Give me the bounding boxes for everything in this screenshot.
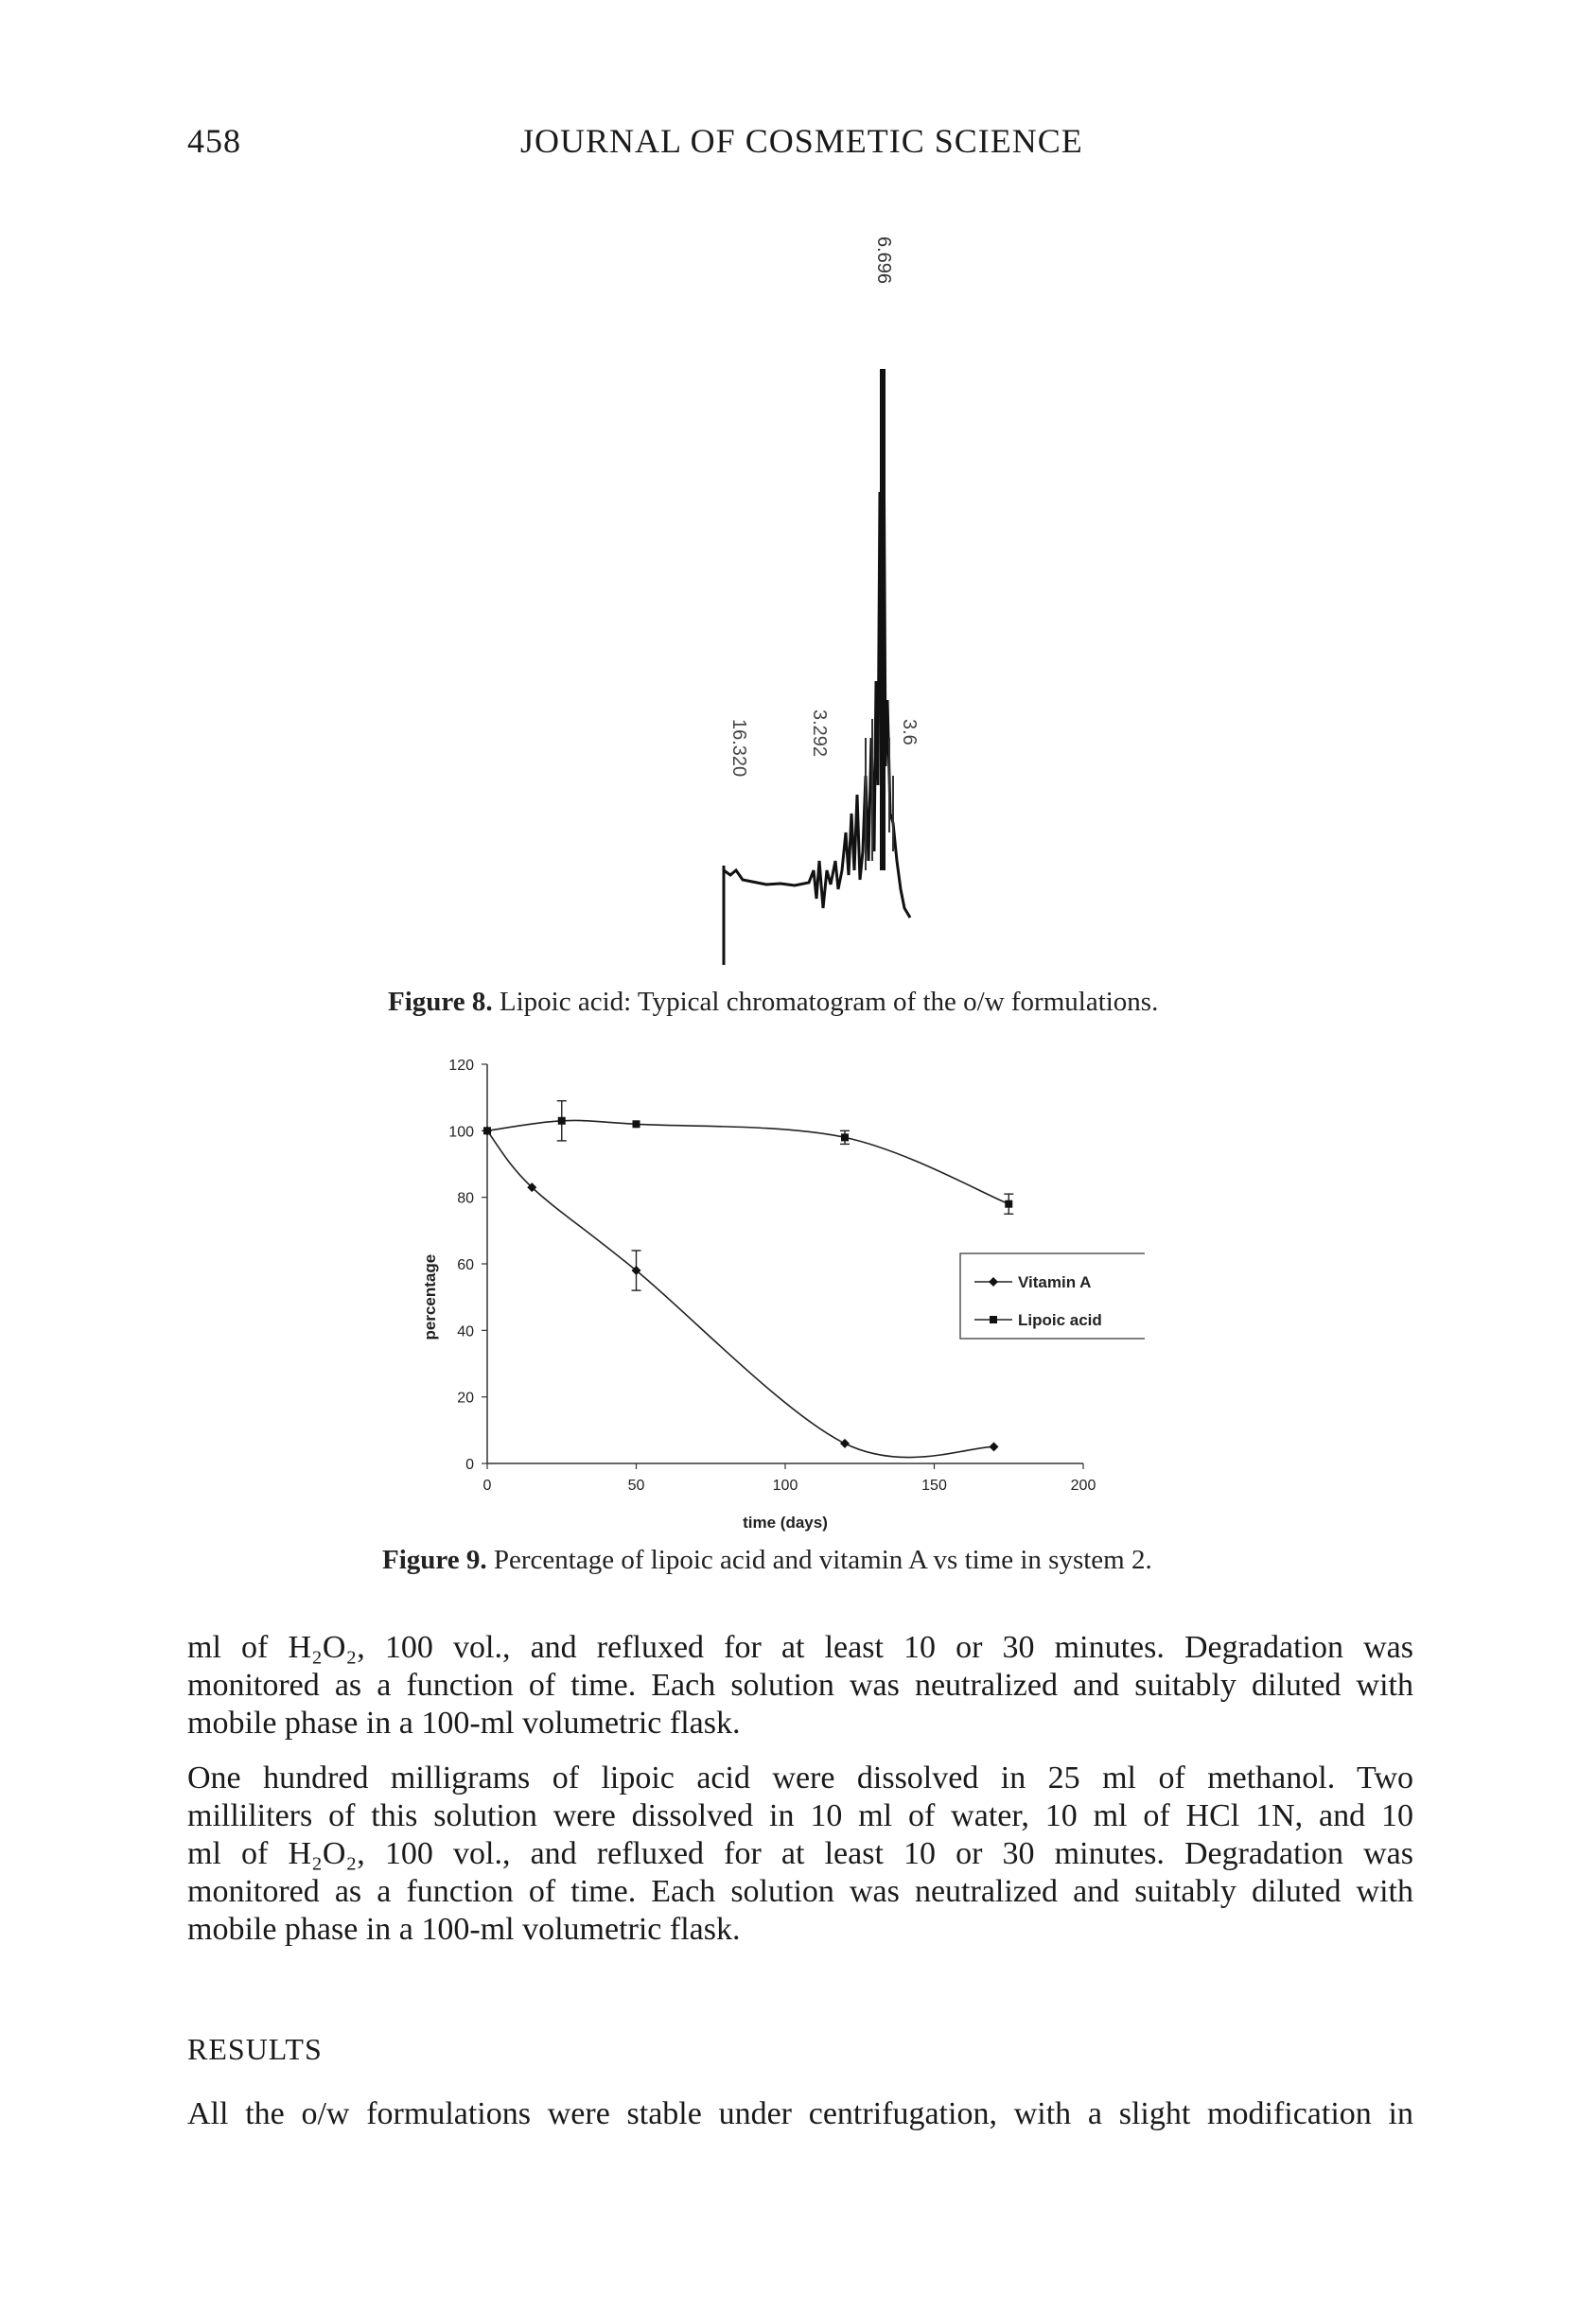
paragraph-line: All the o/w formulations were stable under centrifugation, with a slight modification in	[187, 2096, 1413, 2131]
journal-title: JOURNAL OF COSMETIC SCIENCE	[520, 122, 1083, 160]
data-point-vitamin-a	[990, 1442, 999, 1451]
results-heading: RESULTS	[187, 2032, 323, 2066]
paragraph-line: mobile phase in a 100-ml volumetric flask.	[187, 1912, 741, 1947]
chromatogram-figure	[662, 208, 946, 984]
figure9-caption-label: Figure 9.	[382, 1545, 487, 1575]
paragraph-line: ml of H₂O₂, 100 vol., and refluxed for at least 10 or 30 minutes. Degradation was	[187, 1836, 1413, 1871]
y-tick-label: 100	[448, 1124, 474, 1141]
paragraph-1	[187, 1629, 1413, 1743]
figure8-caption-text: Lipoic acid: Typical chromatogram of the o/w formulations.	[499, 987, 1159, 1017]
y-tick-label: 40	[457, 1323, 474, 1340]
peak-label-1: 16.320	[728, 719, 749, 778]
figure9-caption	[382, 1545, 1152, 1576]
data-point-lipoic-acid	[841, 1133, 849, 1141]
x-tick-label: 0	[482, 1478, 492, 1494]
paragraph-line: One hundred milligrams of lipoic acid were dissolved in 25 ml of methanol. Two	[187, 1760, 1413, 1795]
data-point-lipoic-acid	[1005, 1200, 1012, 1208]
figure9-caption-text: Percentage of lipoic acid and vitamin A vs time in system 2.	[493, 1545, 1152, 1575]
y-tick-label: 20	[457, 1390, 474, 1407]
x-axis-label: time (days)	[743, 1514, 828, 1532]
data-point-lipoic-acid	[483, 1127, 491, 1134]
paragraph-line: ml of H₂O₂, 100 vol., and refluxed for at least 10 or 30 minutes. Degradation was	[187, 1630, 1413, 1665]
y-tick-label: 60	[457, 1257, 474, 1273]
data-point-lipoic-acid	[633, 1120, 640, 1128]
figure8-caption-label: Figure 8.	[388, 987, 493, 1017]
y-tick-label: 80	[457, 1190, 474, 1207]
chart-legend	[960, 1253, 1145, 1339]
legend-label-lipoic-acid: Lipoic acid	[1018, 1311, 1102, 1329]
x-tick-label: 50	[627, 1478, 645, 1494]
x-tick-label: 200	[1070, 1478, 1096, 1494]
figure8-caption	[388, 987, 1158, 1018]
peak-label-2: 3.292	[809, 709, 830, 758]
series-line-vitamin-a	[487, 1130, 994, 1457]
paragraph-line: mobile phase in a 100-ml volumetric flask.	[187, 1706, 741, 1741]
y-tick-label: 120	[448, 1058, 474, 1074]
paragraph-3	[187, 2095, 1413, 2133]
x-tick-labels	[483, 1478, 1096, 1494]
data-point-lipoic-acid	[558, 1117, 566, 1125]
y-axis-label: percentage	[421, 1253, 439, 1340]
series-line-lipoic-acid	[487, 1120, 1008, 1203]
paragraph-2	[187, 1760, 1413, 1949]
legend-label-vitamin-a: Vitamin A	[1018, 1273, 1092, 1291]
page-number: 458	[187, 122, 241, 160]
paragraph-line: monitored as a function of time. Each solution was neutralized and suitably diluted with	[187, 1874, 1413, 1909]
x-tick-label: 100	[772, 1478, 798, 1494]
legend-marker-lipoic-acid	[990, 1316, 997, 1323]
x-tick-label: 150	[921, 1478, 947, 1494]
chart-series	[482, 1101, 1013, 1458]
figure9-chart	[397, 1045, 1145, 1537]
paragraph-line: monitored as a function of time. Each solution was neutralized and suitably diluted with	[187, 1668, 1413, 1703]
y-tick-label: 0	[465, 1457, 474, 1473]
peak-label-3: 3.6	[899, 719, 920, 745]
paragraph-line: milliliters of this solution were dissolved in 10 ml of water, 10 ml of HCl 1N, and 10	[187, 1798, 1413, 1833]
data-point-vitamin-a	[840, 1439, 850, 1448]
peak-label-main: 6.696	[873, 236, 894, 285]
y-tick-labels	[448, 1058, 474, 1473]
